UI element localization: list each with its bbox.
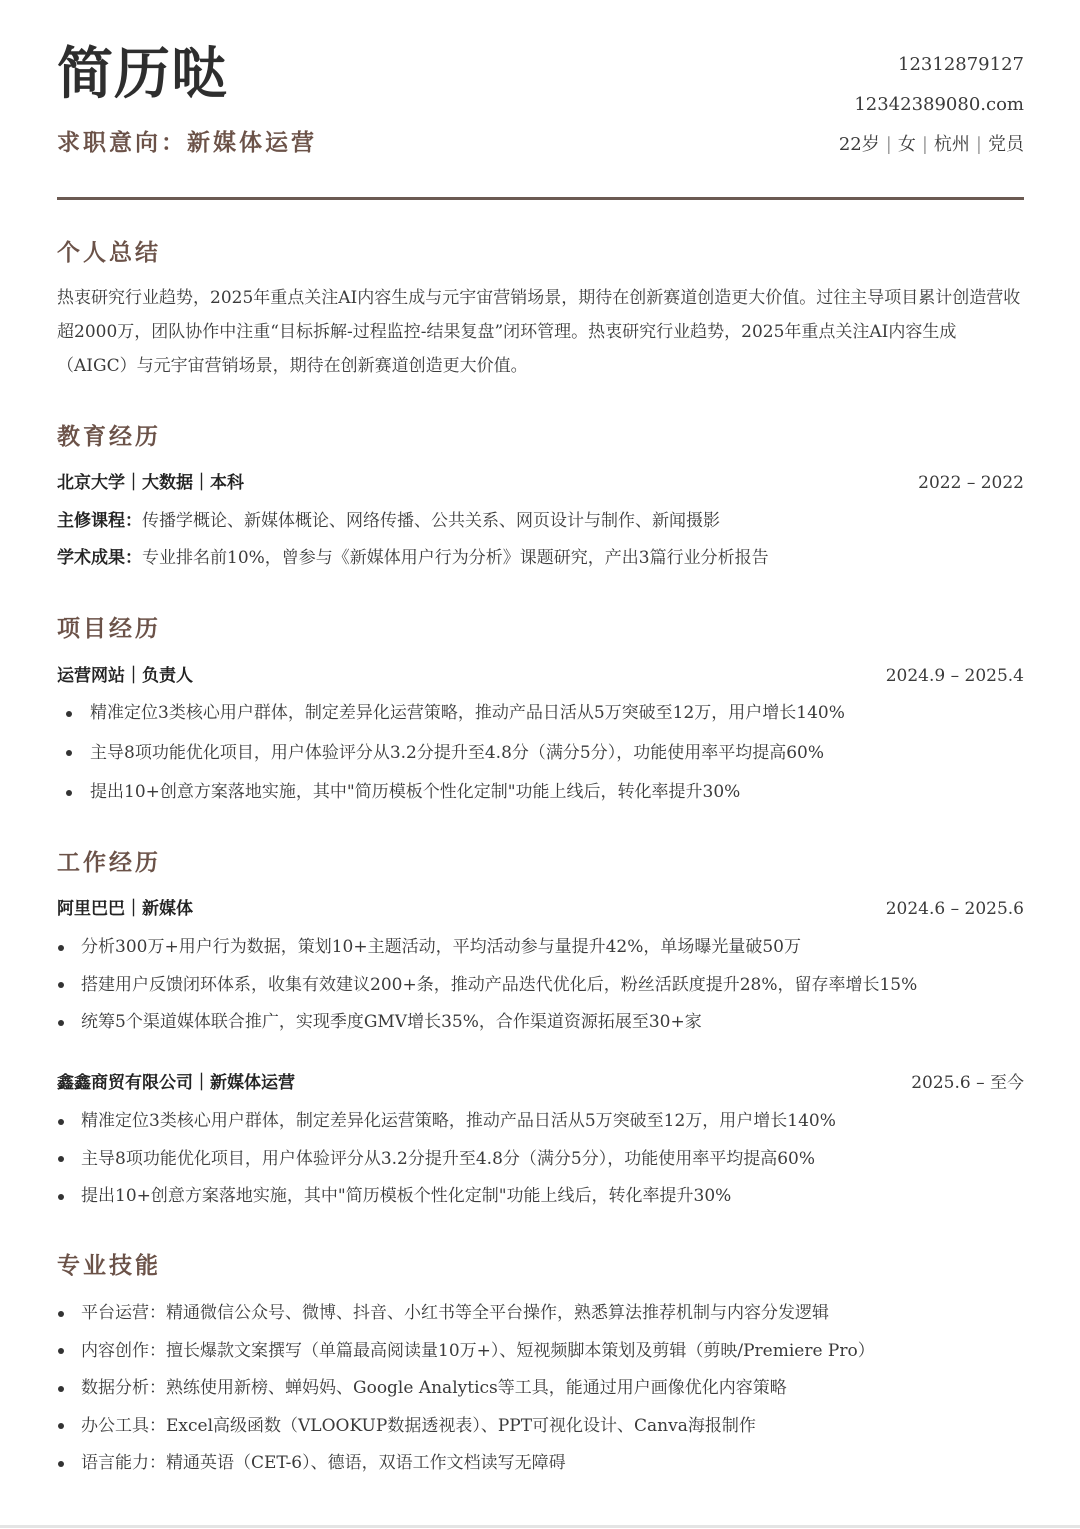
page-bottom-border bbox=[0, 1525, 1080, 1528]
info-separator: | bbox=[921, 134, 928, 155]
list-item: 主导8项功能优化项目，用户体验评分从3.2分提升至4.8分（满分5分），功能使用率平均提高60% bbox=[57, 734, 1024, 774]
education-achievements bbox=[57, 540, 1024, 577]
phone-number: 12312879127 bbox=[898, 54, 1024, 75]
header-divider bbox=[57, 197, 1024, 200]
project-bullets bbox=[57, 694, 1024, 813]
list-item: 分析300万+用户行为数据，策划10+主题活动，平均活动参与量提升42%，单场曝光量破50万 bbox=[57, 929, 1024, 967]
work-bullets bbox=[57, 1103, 1024, 1216]
resume-header bbox=[57, 0, 1024, 200]
email-address: 12342389080.com bbox=[854, 94, 1024, 115]
resume-page bbox=[57, 0, 1024, 1529]
list-item: 数据分析：熟练使用新榜、蝉妈妈、Google Analytics等工具，能通过用户画像优化内容策略 bbox=[57, 1370, 1024, 1408]
courses-value: 传播学概论、新媒体概论、网络传播、公共关系、网页设计与制作、新闻摄影 bbox=[142, 511, 720, 531]
candidate-name: 简历哒 bbox=[57, 41, 228, 107]
achievements-label: 学术成果： bbox=[57, 548, 142, 568]
education-entry-head bbox=[57, 469, 1024, 497]
work-entry-1 bbox=[57, 895, 1024, 1042]
work-period: 2025.6 – 至今 bbox=[911, 1073, 1024, 1093]
projects-section bbox=[57, 614, 1024, 813]
work-company: 阿里巴巴｜新媒体 bbox=[57, 899, 193, 919]
contact-info bbox=[839, 45, 1024, 165]
info-city: 杭州 bbox=[933, 134, 970, 155]
project-entry-head bbox=[57, 662, 1024, 690]
info-separator: | bbox=[885, 134, 892, 155]
summary-text: 热衷研究行业趋势，2025年重点关注AI内容生成与元宇宙营销场景，期待在创新赛道创造更大价值。过往主导项目累计创造营收超2000万，团队协作中注重“目标拆解-过程监控-结果复盘”闭环管理。热衷研究行业趋势，2025年重点关注AI内容生成（AIGC）与元宇宙营销场景，期待在创新赛道创造更大价值。 bbox=[57, 288, 1021, 376]
projects-title: 项目经历 bbox=[57, 615, 161, 642]
list-item: 主导8项功能优化项目，用户体验评分从3.2分提升至4.8分（满分5分），功能使用率平均提高60% bbox=[57, 1141, 1024, 1179]
job-intent bbox=[57, 124, 317, 157]
list-item: 搭建用户反馈闭环体系，收集有效建议200+条，推动产品迭代优化后，粉丝活跃度提升28%，留存率增长15% bbox=[57, 967, 1024, 1005]
work-company: 鑫鑫商贸有限公司｜新媒体运营 bbox=[57, 1073, 295, 1093]
personal-info bbox=[839, 125, 1024, 165]
work-bullets bbox=[57, 929, 1024, 1042]
list-item: 精准定位3类核心用户群体，制定差异化运营策略，推动产品日活从5万突破至12万，用户增长140% bbox=[57, 694, 1024, 734]
education-section bbox=[57, 422, 1024, 577]
list-item: 语言能力：精通英语（CET-6）、德语，双语工作文档读写无障碍 bbox=[57, 1445, 1024, 1483]
list-item: 提出10+创意方案落地实施，其中"简历模板个性化定制"功能上线后，转化率提升30% bbox=[57, 1178, 1024, 1216]
info-age: 22岁 bbox=[838, 134, 880, 155]
education-title: 教育经历 bbox=[57, 423, 161, 450]
work-entry-head bbox=[57, 1069, 1024, 1097]
list-item: 平台运营：精通微信公众号、微博、抖音、小红书等全平台操作，熟悉算法推荐机制与内容分发逻辑 bbox=[57, 1295, 1024, 1333]
achievements-value: 专业排名前10%，曾参与《新媒体用户行为分析》课题研究，产出3篇行业分析报告 bbox=[142, 548, 769, 568]
education-school: 北京大学｜大数据｜本科 bbox=[57, 473, 244, 493]
work-title: 工作经历 bbox=[57, 849, 161, 876]
skills-title: 专业技能 bbox=[57, 1252, 161, 1279]
courses-label: 主修课程： bbox=[57, 511, 142, 531]
info-gender: 女 bbox=[897, 134, 916, 155]
info-political-status: 党员 bbox=[988, 134, 1024, 155]
work-period: 2024.6 – 2025.6 bbox=[885, 899, 1024, 919]
job-intent-value: 新媒体运营 bbox=[187, 129, 317, 156]
skills-section bbox=[57, 1251, 1024, 1483]
work-entry-head bbox=[57, 895, 1024, 923]
education-courses bbox=[57, 503, 1024, 540]
education-period: 2022 – 2022 bbox=[918, 473, 1024, 493]
job-intent-label: 求职意向： bbox=[57, 129, 187, 156]
summary-section bbox=[57, 238, 1024, 383]
info-separator: | bbox=[975, 134, 982, 155]
project-period: 2024.9 – 2025.4 bbox=[885, 666, 1024, 686]
summary-title: 个人总结 bbox=[57, 239, 161, 266]
list-item: 办公工具：Excel高级函数（VLOOKUP数据透视表）、PPT可视化设计、Canva海报制作 bbox=[57, 1408, 1024, 1446]
project-name: 运营网站｜负责人 bbox=[57, 666, 193, 686]
list-item: 精准定位3类核心用户群体，制定差异化运营策略，推动产品日活从5万突破至12万，用户增长140% bbox=[57, 1103, 1024, 1141]
work-section bbox=[57, 848, 1024, 878]
work-entry-2 bbox=[57, 1069, 1024, 1216]
skills-bullets bbox=[57, 1295, 1024, 1483]
list-item: 提出10+创意方案落地实施，其中"简历模板个性化定制"功能上线后，转化率提升30% bbox=[57, 773, 1024, 813]
list-item: 统筹5个渠道媒体联合推广，实现季度GMV增长35%，合作渠道资源拓展至30+家 bbox=[57, 1004, 1024, 1042]
list-item: 内容创作：擅长爆款文案撰写（单篇最高阅读量10万+）、短视频脚本策划及剪辑（剪映/Premiere Pro） bbox=[57, 1333, 1024, 1371]
